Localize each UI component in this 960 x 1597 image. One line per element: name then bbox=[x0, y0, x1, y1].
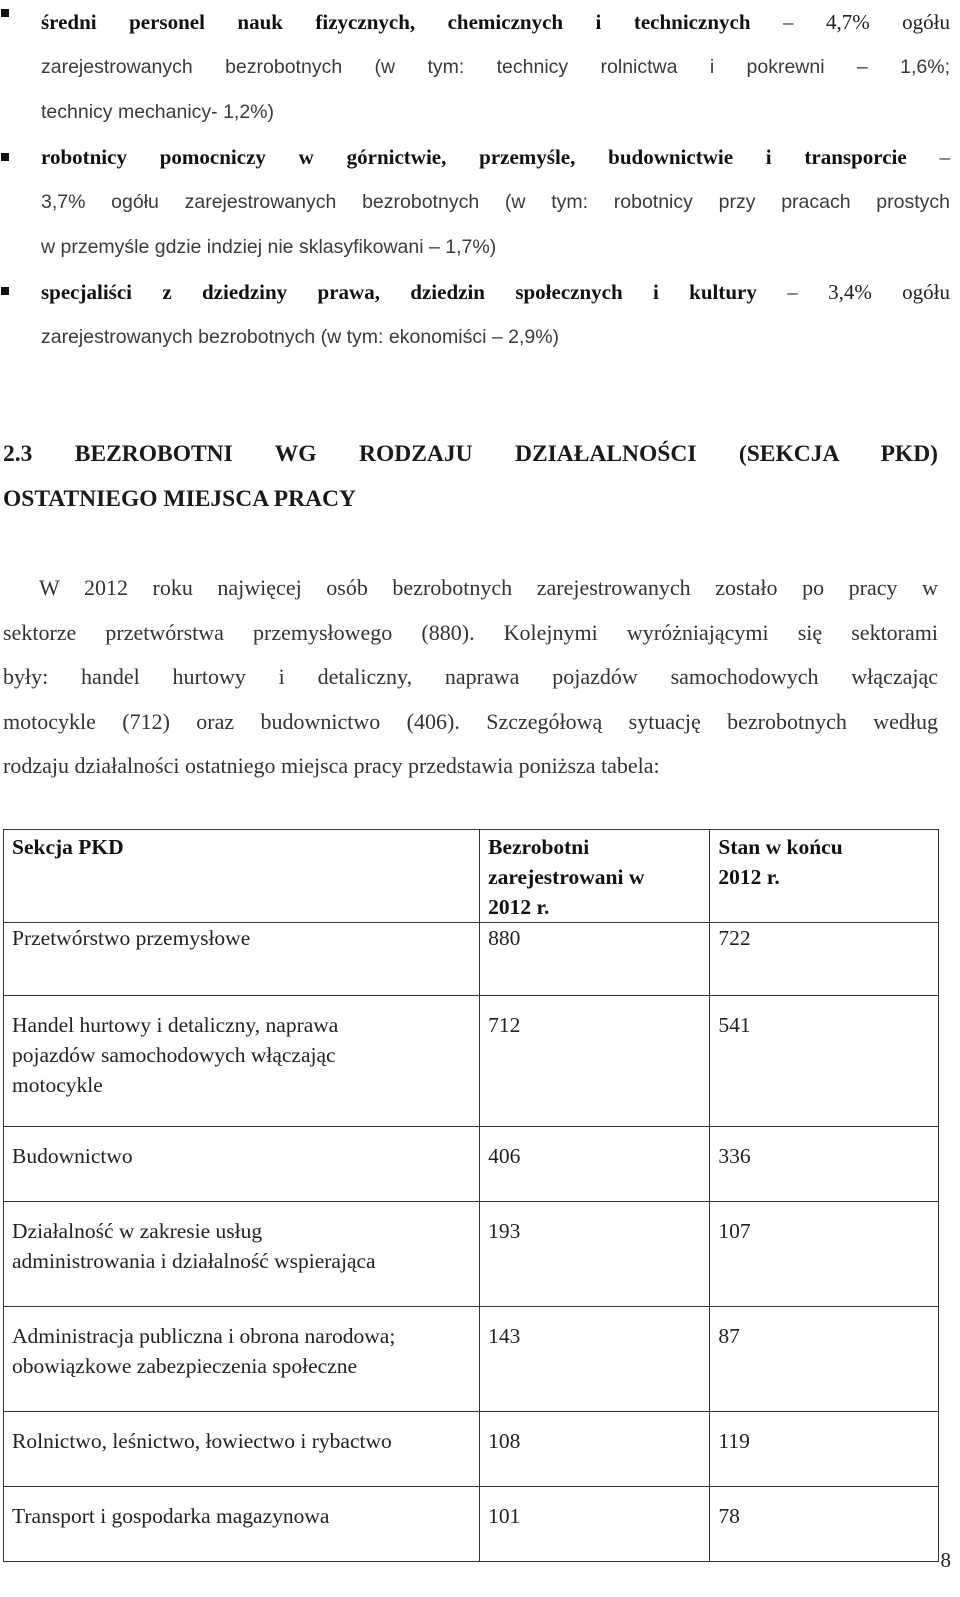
table-row bbox=[4, 996, 939, 1127]
paragraph-line: motocykle (712) oraz budownictwo (406). Szczegółową sytuację bezrobotnych według bbox=[3, 708, 938, 734]
bullet-line: zarejestrowanych bezrobotnych (w tym: technicy rolnictwa i pokrewni – 1,6%; bbox=[41, 56, 950, 78]
list-item bbox=[0, 270, 950, 360]
cell-stan: 119 bbox=[710, 1412, 939, 1487]
cell-stan: 107 bbox=[710, 1202, 939, 1307]
header-cell-bezrobotni: Bezrobotni zarejestrowani w 2012 r. bbox=[480, 830, 710, 923]
bullet-line: średni personel nauk fizycznych, chemicznych i technicznych – 4,7% ogółu bbox=[41, 10, 950, 34]
bullet-line: zarejestrowanych bezrobotnych (w tym: ekonomiści – 2,9%) bbox=[41, 326, 560, 348]
bullet-list bbox=[0, 0, 950, 360]
table-row bbox=[4, 1202, 939, 1307]
cell-stan: 541 bbox=[710, 996, 939, 1127]
pkd-table bbox=[3, 829, 939, 1562]
cell-bezrobotni: 143 bbox=[480, 1307, 710, 1412]
table-row bbox=[4, 1487, 939, 1562]
bullet-square-icon bbox=[1, 153, 9, 161]
paragraph-line: były: handel hurtowy i detaliczny, naprawa pojazdów samochodowych włączając bbox=[3, 664, 938, 689]
cell-stan: 78 bbox=[710, 1487, 939, 1562]
header-cell-stan: Stan w końcu 2012 r. bbox=[710, 830, 939, 923]
page-number: 8 bbox=[940, 1548, 951, 1572]
bullet-square-icon bbox=[1, 9, 9, 17]
heading-line: 2.3 BEZROBOTNI WG RODZAJU DZIAŁALNOŚCI (SEKCJA PKD) bbox=[3, 441, 938, 467]
paragraph-line: W 2012 roku najwięcej osób bezrobotnych zarejestrowanych zostało po pracy w bbox=[39, 575, 938, 600]
cell-stan: 722 bbox=[710, 923, 939, 996]
cell-sekcja: Transport i gospodarka magazynowa bbox=[4, 1487, 480, 1562]
table-row bbox=[4, 1127, 939, 1202]
cell-bezrobotni: 193 bbox=[480, 1202, 710, 1307]
body-paragraph bbox=[3, 566, 938, 789]
cell-bezrobotni: 101 bbox=[480, 1487, 710, 1562]
cell-sekcja: Administracja publiczna i obrona narodowa; obowiązkowe zabezpieczenia społeczne bbox=[4, 1307, 480, 1412]
cell-sekcja: Handel hurtowy i detaliczny, naprawa pojazdów samochodowych włączając motocykle bbox=[4, 996, 480, 1127]
bullet-line: specjaliści z dziedziny prawa, dziedzin społecznych i kultury – 3,4% ogółu bbox=[41, 280, 951, 304]
cell-bezrobotni: 712 bbox=[480, 996, 710, 1127]
paragraph-line: rodzaju działalności ostatniego miejsca pracy przedstawia poniższa tabela: bbox=[3, 753, 660, 778]
cell-stan: 336 bbox=[710, 1127, 939, 1202]
bullet-square-icon bbox=[1, 287, 9, 295]
list-item bbox=[0, 135, 950, 270]
section-heading bbox=[3, 432, 938, 522]
bullet-line: 3,7% ogółu zarejestrowanych bezrobotnych (w tym: robotnicy przy pracach prostych bbox=[41, 191, 950, 213]
cell-bezrobotni: 108 bbox=[480, 1412, 710, 1487]
cell-sekcja: Budownictwo bbox=[4, 1127, 480, 1202]
heading-line: OSTATNIEGO MIEJSCA PRACY bbox=[3, 486, 356, 512]
table-row bbox=[4, 923, 939, 996]
cell-sekcja: Rolnictwo, leśnictwo, łowiectwo i rybactwo bbox=[4, 1412, 480, 1487]
bullet-line: technicy mechanicy- 1,2%) bbox=[41, 101, 275, 123]
paragraph-line: sektorze przetwórstwa przemysłowego (880). Kolejnymi wyróżniającymi się sektorami bbox=[3, 619, 938, 645]
bullet-line: robotnicy pomocniczy w górnictwie, przemyśle, budownictwie i transporcie – bbox=[41, 145, 950, 169]
header-cell-sekcja: Sekcja PKD bbox=[4, 830, 480, 923]
cell-sekcja: Przetwórstwo przemysłowe bbox=[4, 923, 480, 996]
cell-bezrobotni: 880 bbox=[480, 923, 710, 996]
bullet-line: w przemyśle gdzie indziej nie sklasyfikowani – 1,7%) bbox=[41, 236, 497, 258]
list-item bbox=[0, 0, 950, 135]
table-header-row bbox=[4, 830, 939, 923]
cell-bezrobotni: 406 bbox=[480, 1127, 710, 1202]
cell-sekcja: Działalność w zakresie usług administrowania i działalność wspierająca bbox=[4, 1202, 480, 1307]
table-row bbox=[4, 1412, 939, 1487]
table-row bbox=[4, 1307, 939, 1412]
cell-stan: 87 bbox=[710, 1307, 939, 1412]
